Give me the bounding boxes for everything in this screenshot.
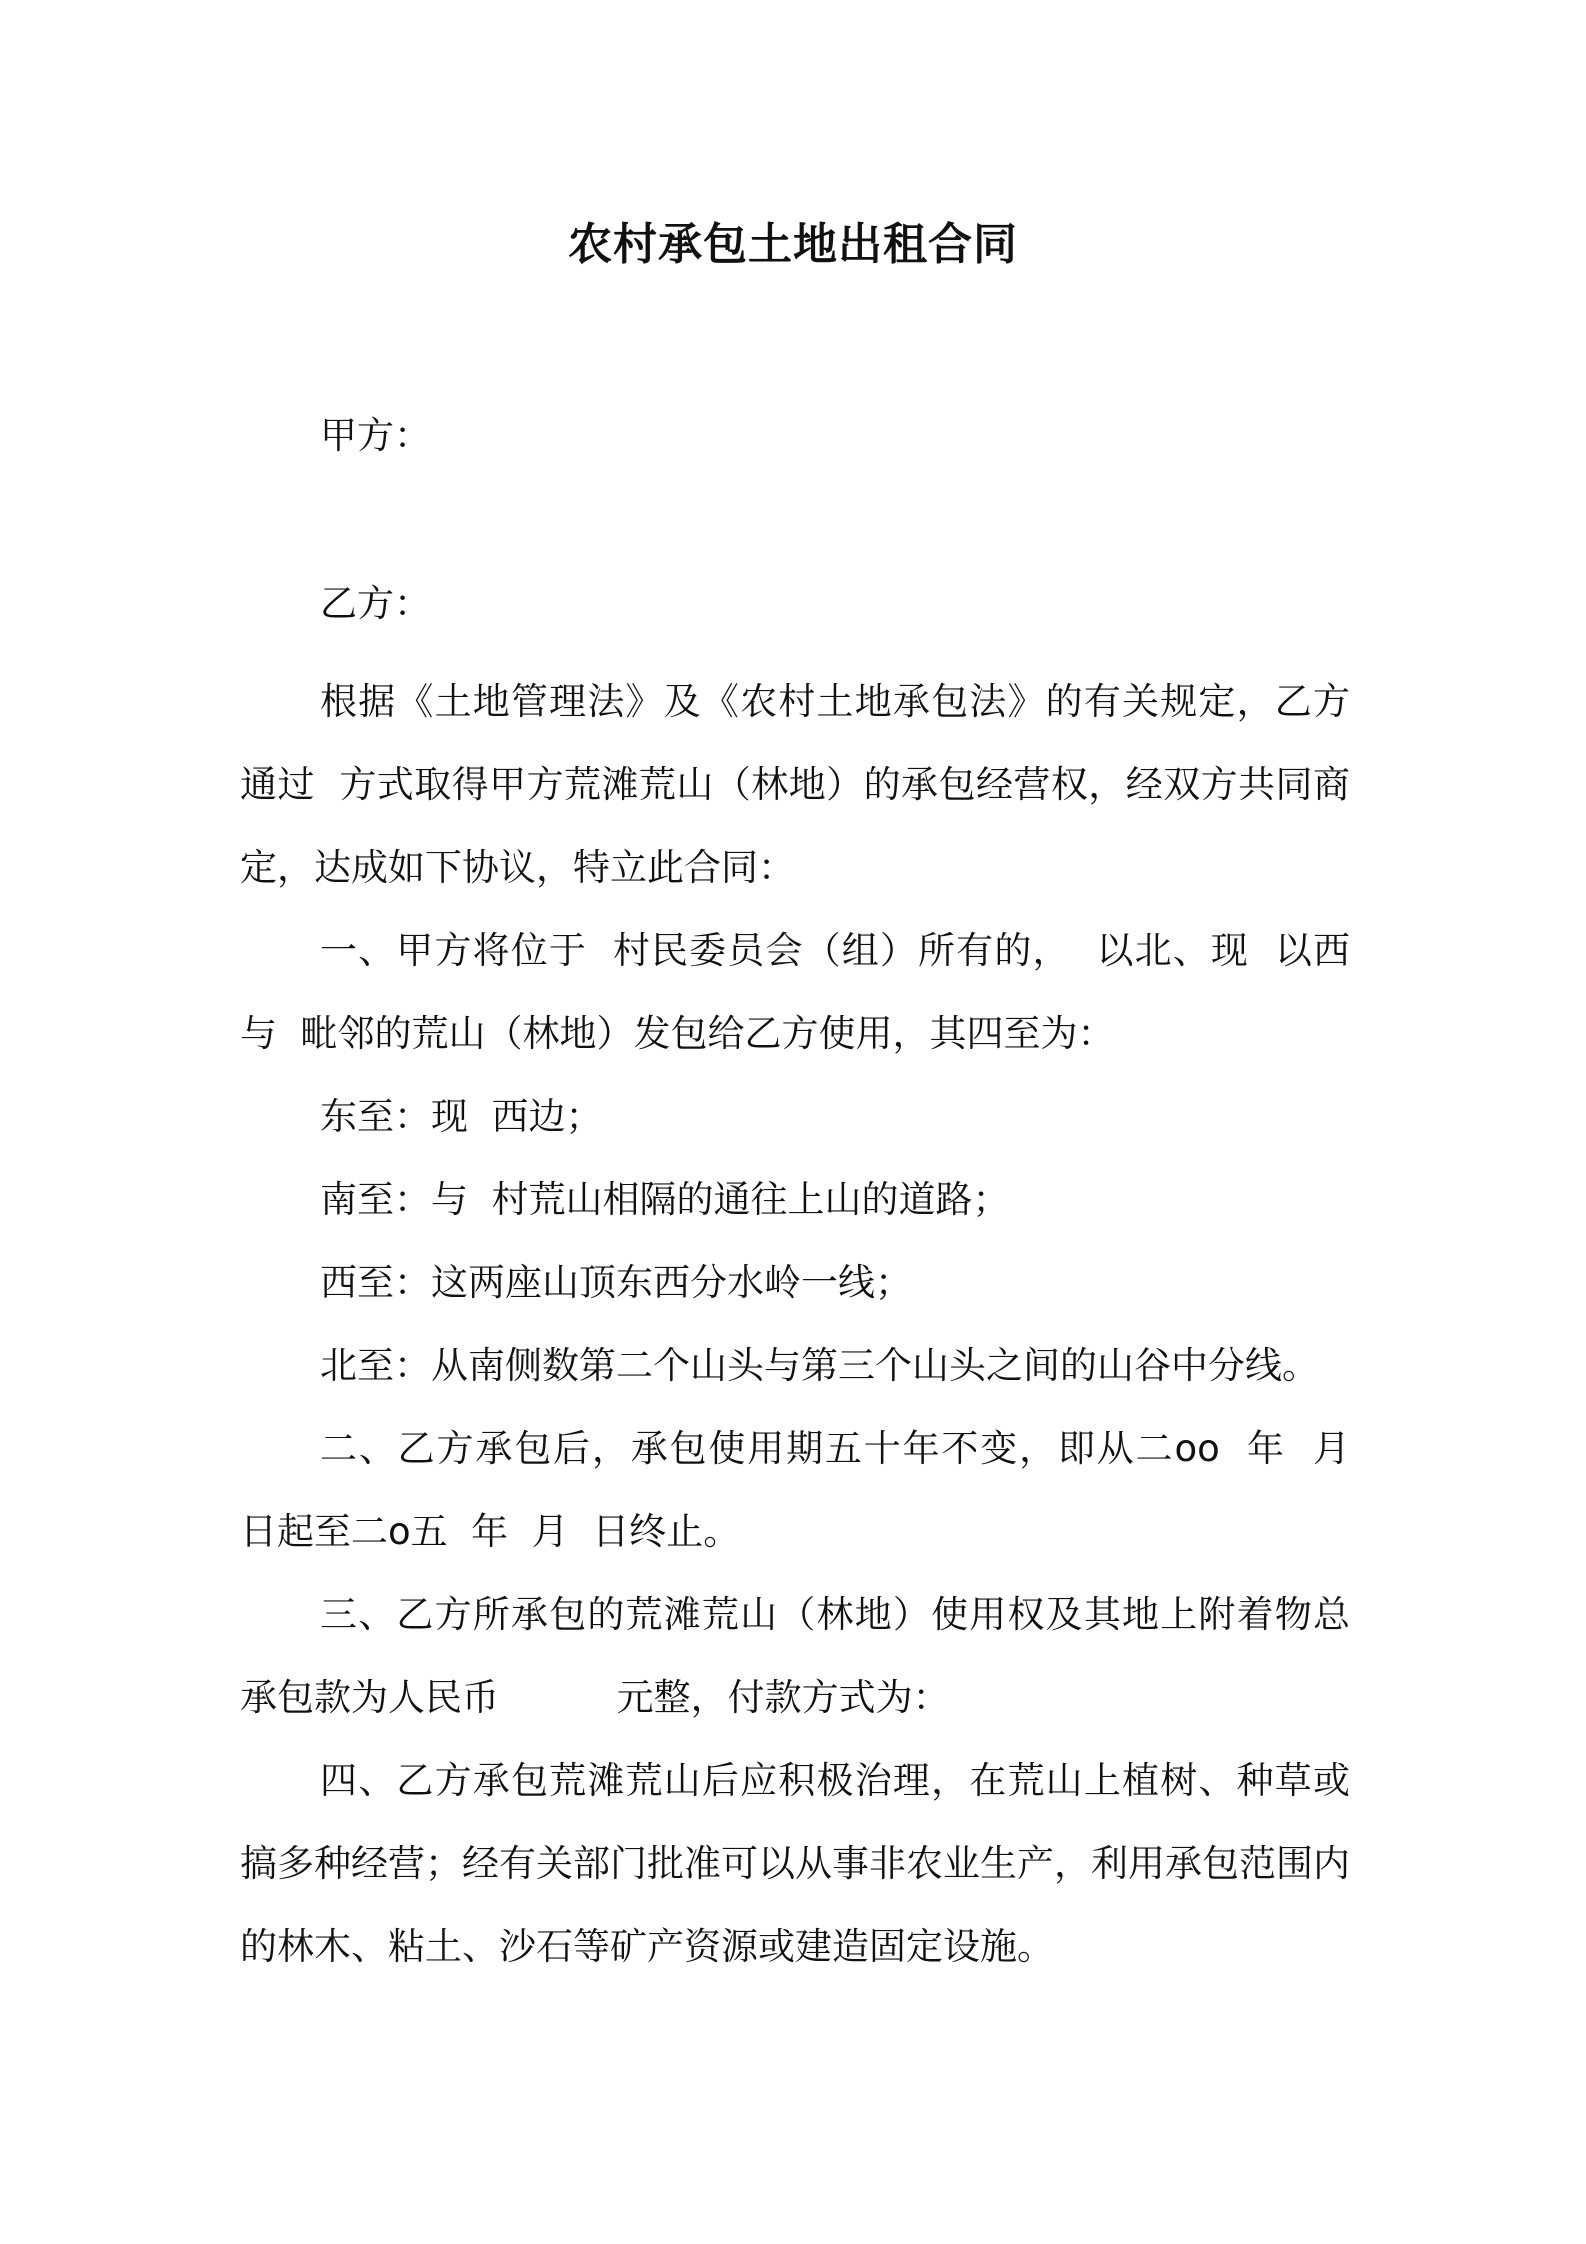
boundary-south: 南至：与 村荒山相隔的通往上山的道路； [320,1178,1010,1221]
preamble-paragraph: 根据《土地管理法》及《农村土地承包法》的有关规定，乙方通过 方式取得甲方荒滩荒山（林地）的承包经营权，经双方共同商定，达成如下协议，特立此合同： [240,680,1350,889]
boundary-north: 北至：从南侧数第二个山头与第三个山头之间的山谷中分线。 [320,1344,1319,1387]
clause-4-paragraph: 四、乙方承包荒滩荒山后应积极治理，在荒山上植树、种草或搞多种经营；经有关部门批准可以从事非农业生产，利用承包范围内的林木、粘土、沙石等矿产资源或建造固定设施。 [240,1759,1350,1968]
boundary-east: 东至：现 西边； [320,1095,603,1138]
contract-body [240,660,1374,1988]
clause-2-paragraph: 二、乙方承包后，承包使用期五十年不变，即从二oo 年 月 日起至二o五 年 月 日终止。 [240,1427,1374,1553]
document-title: 农村承包土地出租合同 [568,219,1018,270]
clause-1-paragraph: 一、甲方将位于 村民委员会（组）所有的， 以北、现 以西与 毗邻的荒山（林地）发包给乙方使用，其四至为： [240,929,1350,1055]
boundary-west: 西至：这两座山顶东西分水岭一线； [320,1261,912,1304]
party-a-label: 甲方： [320,414,431,457]
clause-3-paragraph: 三、乙方所承包的荒滩荒山（林地）使用权及其地上附着物总承包款为人民币 元整，付款方式为： [240,1593,1350,1719]
party-b-label: 乙方： [320,582,431,625]
